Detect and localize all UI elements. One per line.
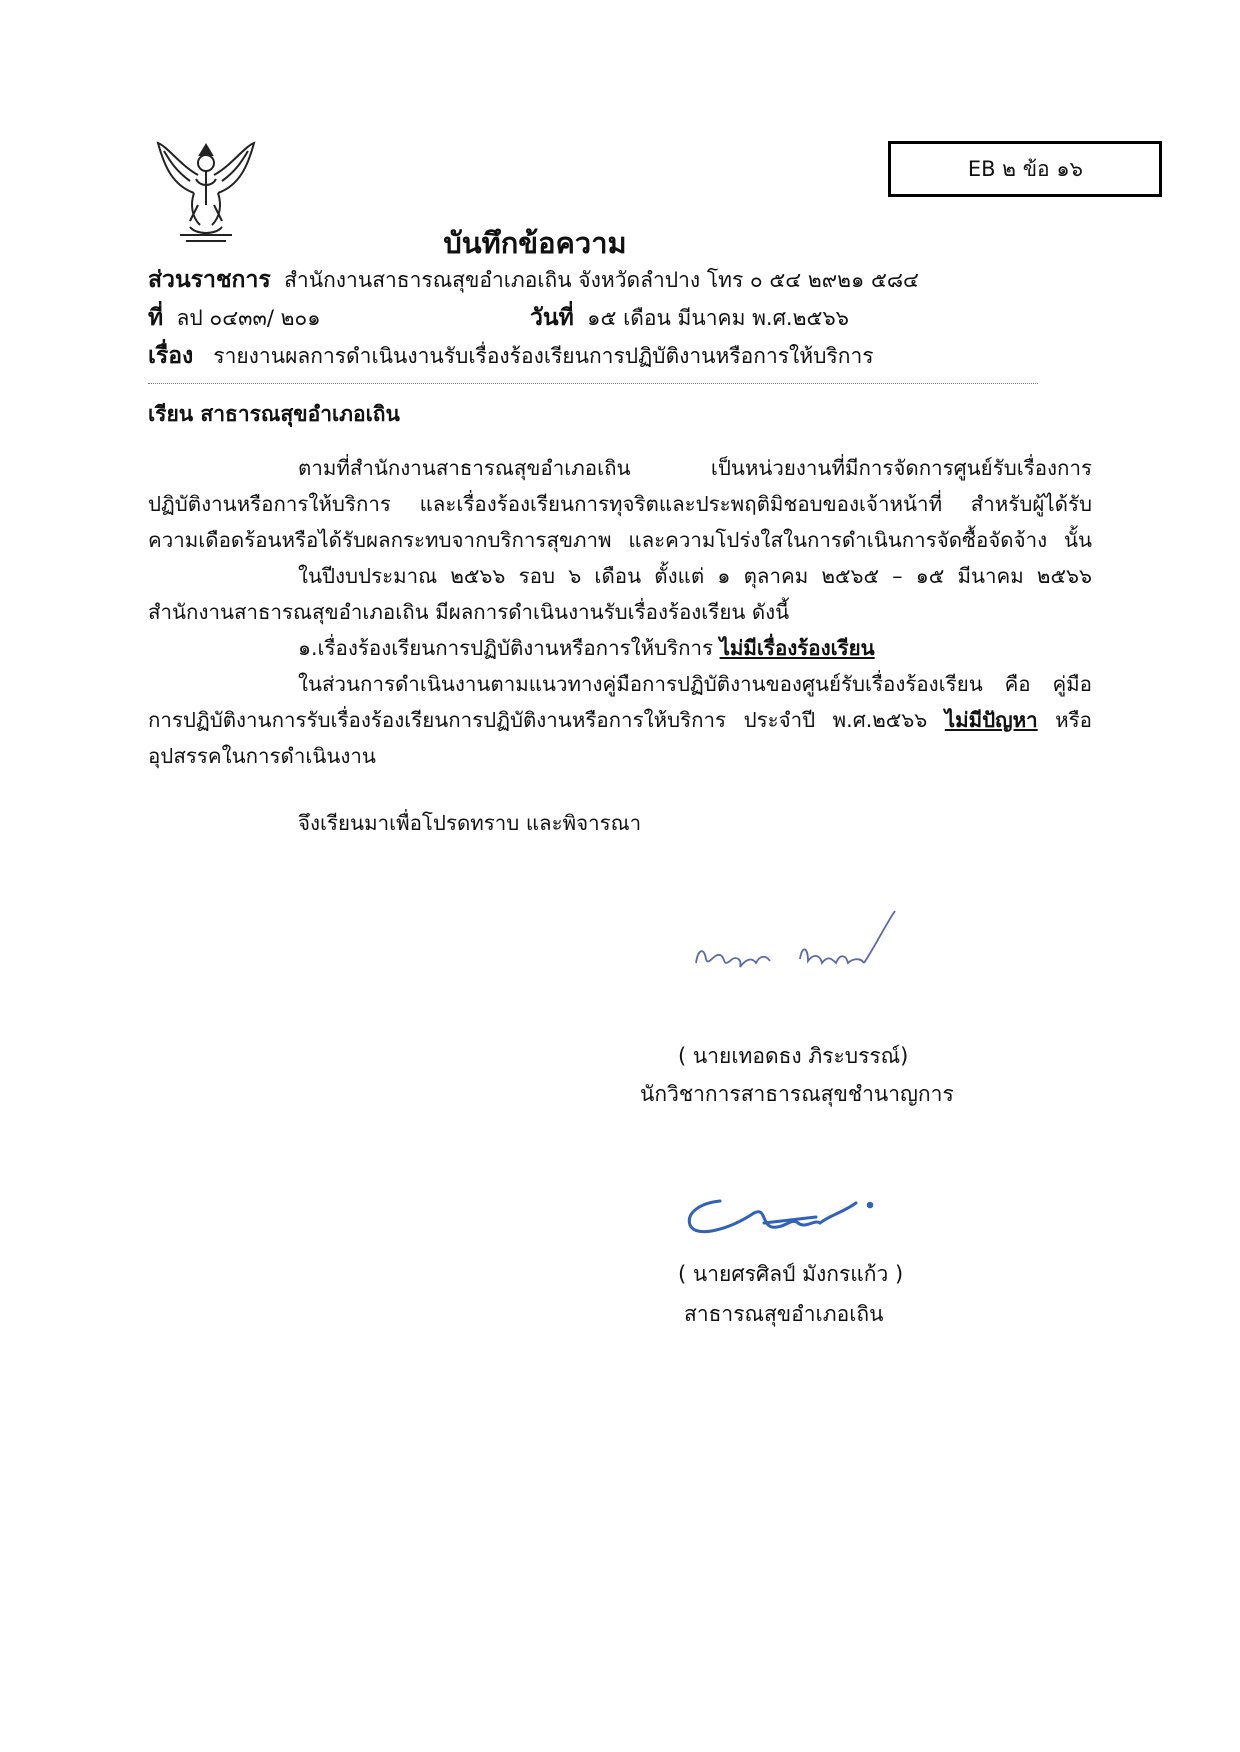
p3-emphasis: ไม่มีเรื่องร้องเรียน [719, 636, 875, 660]
p4-line2a: การปฏิบัติงานการรับเรื่องร้องเรียนการปฏิบัติงานหรือการให้บริการ ประจำปี พ.ศ.๒๕๖๖ [148, 708, 945, 732]
signatory-1-name: ( นายเทอดธง ภิระบรรณ์) [678, 1044, 909, 1068]
agency-line [148, 262, 919, 298]
header-divider [148, 383, 1038, 384]
subject-line [148, 338, 874, 374]
closing-text: จึงเรียนมาเพื่อโปรดทราบ และพิจารณา [298, 811, 642, 835]
agency-label: ส่วนราชการ [148, 267, 271, 293]
ref-value: ลป ๐๔๓๓/ ๒๐๑ [176, 306, 321, 330]
ref-label: ที่ [148, 305, 164, 331]
p3-text: ๑.เรื่องร้องเรียนการปฏิบัติงานหรือการให้บริการ [298, 636, 720, 660]
closing-line [148, 805, 1092, 841]
memo-title: บันทึกข้อความ [443, 226, 627, 260]
p4-emphasis: ไม่มีปัญหา [944, 708, 1038, 732]
signature-1-image [690, 905, 910, 985]
p1-line1: ตามที่สำนักงานสาธารณสุขอำเภอเถิน เป็นหน่วยงานที่มีการจัดการศูนย์รับเรื่องการ [298, 456, 1092, 480]
p4-line3: อุปสรรคในการดำเนินงาน [148, 744, 376, 768]
ref-line [148, 300, 321, 336]
p2-line2: สำนักงานสาธารณสุขอำเภอเถิน มีผลการดำเนินงานรับเรื่องร้องเรียน ดังนี้ [148, 600, 790, 624]
subject-label: เรื่อง [148, 343, 194, 369]
subject-value: รายงานผลการดำเนินงานรับเรื่องร้องเรียนการปฏิบัติงานหรือการให้บริการ [213, 344, 874, 368]
signatory-2-name: ( นายศรศิลป์ มังกรแก้ว ) [678, 1262, 904, 1286]
reference-box [888, 141, 1162, 197]
p4-line2c: หรือ [1037, 708, 1092, 732]
body-text [148, 450, 1092, 774]
date-value: ๑๕ เดือน มีนาคม พ.ศ.๒๕๖๖ [587, 306, 850, 330]
date-label: วันที่ [530, 305, 574, 331]
p2-line1: ในปีงบประมาณ ๒๕๖๖ รอบ ๖ เดือน ตั้งแต่ ๑ ตุลาคม ๒๕๖๕ – ๑๕ มีนาคม ๒๕๖๖ [298, 564, 1092, 588]
date-line [530, 300, 849, 336]
signatory-1-position: นักวิชาการสาธารณสุขชำนาญการ [640, 1082, 954, 1106]
p4-line1: ในส่วนการดำเนินงานตามแนวทางคู่มือการปฏิบัติงานของศูนย์รับเรื่องร้องเรียน คือ คู่มือ [298, 672, 1092, 696]
p1-line2: ปฏิบัติงานหรือการให้บริการ และเรื่องร้องเรียนการทุจริตและประพฤติมิชอบของเจ้าหน้าที่ สำหรับผู้ได้รับ [148, 492, 1092, 516]
signature-2-image [680, 1185, 900, 1255]
reference-code: EB ๒ ข้อ ๑๖ [967, 156, 1083, 181]
signatory-2-position: สาธารณสุขอำเภอเถิน [684, 1302, 884, 1326]
agency-value: สำนักงานสาธารณสุขอำเภอเถิน จังหวัดลำปาง โทร ๐ ๕๔ ๒๙๒๑ ๕๘๔ [284, 268, 919, 292]
salutation: เรียน สาธารณสุขอำเภอเถิน [148, 402, 400, 426]
p1-line3: ความเดือดร้อนหรือได้รับผลกระทบจากบริการสุขภาพ และความโปร่งใสในการดำเนินการจัดซื้อจัดจ้าง นั้น [148, 528, 1092, 552]
